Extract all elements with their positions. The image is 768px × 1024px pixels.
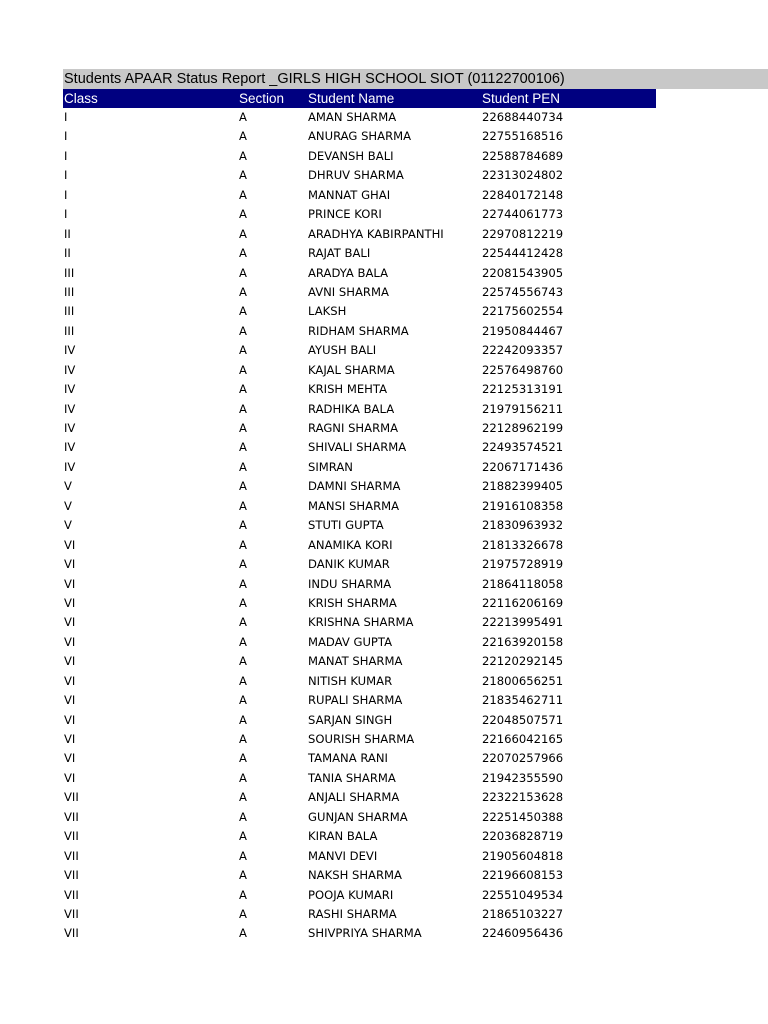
table-row bbox=[63, 788, 656, 807]
cell-section: A bbox=[239, 401, 247, 416]
cell-student-name: MANSI SHARMA bbox=[308, 498, 400, 513]
table-row bbox=[63, 477, 656, 496]
cell-student-pen: 21813326678 bbox=[482, 537, 564, 552]
cell-section: A bbox=[239, 537, 247, 552]
cell-student-pen: 21864118058 bbox=[482, 576, 564, 591]
cell-class: I bbox=[64, 187, 68, 202]
cell-student-pen: 22493574521 bbox=[482, 440, 564, 455]
cell-section: A bbox=[239, 712, 247, 727]
cell-section: A bbox=[239, 732, 247, 746]
cell-student-name: MADAV GUPTA bbox=[308, 634, 393, 649]
table-row bbox=[63, 536, 656, 555]
table-row bbox=[63, 886, 656, 905]
cell-class: VII bbox=[64, 887, 79, 902]
cell-class: II bbox=[64, 226, 71, 241]
table-row bbox=[63, 302, 656, 321]
cell-student-name: AMAN SHARMA bbox=[308, 110, 397, 124]
cell-student-pen: 21905604818 bbox=[482, 848, 564, 863]
cell-student-name: RIDHAM SHARMA bbox=[308, 323, 409, 338]
cell-class: III bbox=[64, 265, 75, 280]
cell-class: II bbox=[64, 246, 71, 261]
cell-section: A bbox=[239, 382, 247, 397]
table-row bbox=[63, 225, 656, 244]
cell-student-pen: 22460956436 bbox=[482, 926, 564, 941]
student-table-body bbox=[63, 108, 656, 944]
cell-section: A bbox=[239, 926, 247, 941]
cell-class: VI bbox=[64, 537, 76, 552]
cell-student-pen: 22576498760 bbox=[482, 362, 564, 377]
cell-student-pen: 21800656251 bbox=[482, 673, 564, 688]
cell-student-name: MANNAT GHAI bbox=[308, 187, 391, 202]
cell-class: VI bbox=[64, 712, 76, 727]
cell-class: I bbox=[64, 168, 68, 183]
table-row bbox=[63, 438, 656, 457]
table-row bbox=[63, 905, 656, 924]
cell-student-name: DEVANSH BALI bbox=[308, 148, 394, 163]
table-row bbox=[63, 633, 656, 652]
cell-section: A bbox=[239, 187, 247, 202]
cell-student-pen: 21916108358 bbox=[482, 498, 564, 513]
cell-section: A bbox=[239, 440, 247, 455]
cell-section: A bbox=[239, 868, 247, 883]
cell-student-name: RADHIKA BALA bbox=[308, 401, 395, 416]
cell-student-name: TANIA SHARMA bbox=[308, 770, 396, 785]
cell-class: I bbox=[64, 148, 68, 163]
cell-section: A bbox=[239, 595, 247, 610]
report-title: Students APAAR Status Report _GIRLS HIGH SCHOOL SIOT (01122700106) bbox=[63, 69, 768, 89]
table-row bbox=[63, 419, 656, 438]
cell-section: A bbox=[239, 634, 247, 649]
cell-student-name: POOJA KUMARI bbox=[308, 887, 394, 902]
cell-student-pen: 22755168516 bbox=[482, 129, 564, 144]
cell-section: A bbox=[239, 284, 247, 299]
cell-section: A bbox=[239, 673, 247, 688]
cell-class: IV bbox=[64, 401, 76, 416]
cell-student-pen: 22551049534 bbox=[482, 887, 564, 902]
cell-section: A bbox=[239, 226, 247, 241]
cell-student-name: DANIK KUMAR bbox=[308, 557, 390, 572]
table-row bbox=[63, 652, 656, 671]
cell-student-pen: 22251450388 bbox=[482, 809, 564, 824]
cell-class: IV bbox=[64, 459, 76, 474]
cell-section: A bbox=[239, 557, 247, 572]
table-row bbox=[63, 691, 656, 710]
cell-student-name: ANURAG SHARMA bbox=[308, 129, 412, 144]
table-row bbox=[63, 127, 656, 146]
cell-class: IV bbox=[64, 343, 76, 358]
cell-student-pen: 22116206169 bbox=[482, 595, 564, 610]
table-row bbox=[63, 205, 656, 224]
column-header-student-name: Student Name bbox=[308, 91, 395, 106]
cell-student-name: DAMNI SHARMA bbox=[308, 479, 401, 494]
cell-class: VII bbox=[64, 926, 79, 941]
cell-student-name: ANAMIKA KORI bbox=[308, 537, 393, 552]
cell-student-pen: 21830963932 bbox=[482, 518, 564, 533]
cell-class: I bbox=[64, 110, 68, 124]
cell-section: A bbox=[239, 576, 247, 591]
cell-class: V bbox=[64, 498, 72, 513]
cell-class: IV bbox=[64, 421, 76, 435]
cell-class: IV bbox=[64, 362, 76, 377]
cell-student-name: AVNI SHARMA bbox=[308, 284, 389, 299]
cell-student-name: NITISH KUMAR bbox=[308, 673, 393, 688]
cell-student-name: STUTI GUPTA bbox=[308, 518, 384, 533]
cell-section: A bbox=[239, 362, 247, 377]
table-header bbox=[63, 89, 656, 108]
cell-class: VI bbox=[64, 654, 76, 669]
cell-student-name: KRISHNA SHARMA bbox=[308, 615, 414, 630]
table-row bbox=[63, 711, 656, 730]
cell-class: VII bbox=[64, 829, 79, 844]
cell-student-pen: 21882399405 bbox=[482, 479, 564, 494]
cell-section: A bbox=[239, 770, 247, 785]
cell-student-name: ANJALI SHARMA bbox=[308, 790, 400, 805]
table-row bbox=[63, 516, 656, 535]
table-row bbox=[63, 672, 656, 691]
cell-student-name: SIMRAN bbox=[308, 459, 353, 474]
table-row bbox=[63, 341, 656, 360]
table-row bbox=[63, 497, 656, 516]
cell-section: A bbox=[239, 246, 247, 261]
cell-section: A bbox=[239, 848, 247, 863]
cell-student-name: SHIVALI SHARMA bbox=[308, 440, 407, 455]
cell-class: IV bbox=[64, 382, 76, 397]
cell-section: A bbox=[239, 751, 247, 766]
cell-class: VI bbox=[64, 673, 76, 688]
cell-section: A bbox=[239, 148, 247, 163]
cell-section: A bbox=[239, 479, 247, 494]
column-header-section: Section bbox=[239, 91, 285, 106]
table-row bbox=[63, 808, 656, 827]
column-header-class: Class bbox=[64, 91, 98, 106]
cell-student-pen: 22175602554 bbox=[482, 304, 564, 319]
cell-student-pen: 22588784689 bbox=[482, 148, 564, 163]
table-row bbox=[63, 380, 656, 399]
cell-section: A bbox=[239, 654, 247, 669]
cell-class: VI bbox=[64, 634, 76, 649]
table-row bbox=[63, 458, 656, 477]
cell-student-pen: 22048507571 bbox=[482, 712, 564, 727]
cell-class: III bbox=[64, 304, 75, 319]
cell-class: VI bbox=[64, 751, 76, 766]
table-row bbox=[63, 244, 656, 263]
table-row bbox=[63, 322, 656, 341]
cell-student-pen: 22322153628 bbox=[482, 790, 564, 805]
cell-student-name: AYUSH BALI bbox=[308, 343, 377, 358]
cell-student-name: TAMANA RANI bbox=[308, 751, 388, 766]
cell-section: A bbox=[239, 207, 247, 222]
cell-student-pen: 22067171436 bbox=[482, 459, 564, 474]
cell-section: A bbox=[239, 887, 247, 902]
cell-student-name: RAJAT BALI bbox=[308, 246, 371, 261]
cell-student-pen: 22166042165 bbox=[482, 732, 564, 746]
cell-student-name: ARADYA BALA bbox=[308, 265, 389, 280]
cell-class: III bbox=[64, 284, 75, 299]
cell-student-name: INDU SHARMA bbox=[308, 576, 392, 591]
cell-student-pen: 22840172148 bbox=[482, 187, 564, 202]
cell-student-name: MANVI DEVI bbox=[308, 848, 378, 863]
table-row bbox=[63, 555, 656, 574]
cell-student-name: MANAT SHARMA bbox=[308, 654, 403, 669]
cell-student-name: SOURISH SHARMA bbox=[308, 732, 415, 746]
cell-class: VII bbox=[64, 790, 79, 805]
table-row bbox=[63, 361, 656, 380]
cell-section: A bbox=[239, 829, 247, 844]
table-row bbox=[63, 594, 656, 613]
cell-student-pen: 21835462711 bbox=[482, 693, 564, 708]
cell-student-pen: 22070257966 bbox=[482, 751, 564, 766]
cell-class: V bbox=[64, 479, 72, 494]
cell-section: A bbox=[239, 790, 247, 805]
cell-class: VI bbox=[64, 615, 76, 630]
cell-student-pen: 22196608153 bbox=[482, 868, 564, 883]
column-header-student-pen: Student PEN bbox=[482, 91, 561, 106]
cell-section: A bbox=[239, 809, 247, 824]
cell-student-name: SARJAN SINGH bbox=[308, 712, 393, 727]
cell-student-name: KIRAN BALA bbox=[308, 829, 378, 844]
cell-student-pen: 22744061773 bbox=[482, 207, 564, 222]
cell-student-name: KAJAL SHARMA bbox=[308, 362, 395, 377]
cell-class: VII bbox=[64, 868, 79, 883]
cell-section: A bbox=[239, 265, 247, 280]
cell-student-name: DHRUV SHARMA bbox=[308, 168, 404, 183]
cell-student-pen: 21950844467 bbox=[482, 323, 564, 338]
cell-section: A bbox=[239, 304, 247, 319]
cell-section: A bbox=[239, 693, 247, 708]
cell-student-name: SHIVPRIYA SHARMA bbox=[308, 926, 422, 941]
cell-student-name: ARADHYA KABIRPANTHI bbox=[308, 226, 444, 241]
cell-class: III bbox=[64, 323, 75, 338]
cell-student-pen: 22688440734 bbox=[482, 110, 564, 124]
cell-student-pen: 22242093357 bbox=[482, 343, 564, 358]
table-row bbox=[63, 264, 656, 283]
cell-section: A bbox=[239, 615, 247, 630]
cell-student-pen: 21942355590 bbox=[482, 770, 564, 785]
table-row bbox=[63, 827, 656, 846]
cell-student-name: RUPALI SHARMA bbox=[308, 693, 403, 708]
cell-student-pen: 21979156211 bbox=[482, 401, 564, 416]
cell-class: VII bbox=[64, 809, 79, 824]
table-row bbox=[63, 147, 656, 166]
cell-student-name: KRISH SHARMA bbox=[308, 595, 397, 610]
cell-student-pen: 21975728919 bbox=[482, 557, 564, 572]
cell-student-name: GUNJAN SHARMA bbox=[308, 809, 408, 824]
table-row bbox=[63, 730, 656, 749]
table-row bbox=[63, 613, 656, 632]
cell-class: IV bbox=[64, 440, 76, 455]
cell-section: A bbox=[239, 906, 247, 921]
cell-student-pen: 22036828719 bbox=[482, 829, 564, 844]
cell-student-name: PRINCE KORI bbox=[308, 207, 382, 222]
cell-student-pen: 22574556743 bbox=[482, 284, 564, 299]
cell-student-name: KRISH MEHTA bbox=[308, 382, 387, 397]
cell-class: VI bbox=[64, 576, 76, 591]
cell-student-name: RASHI SHARMA bbox=[308, 906, 397, 921]
table-row bbox=[63, 283, 656, 302]
cell-class: VI bbox=[64, 770, 76, 785]
cell-section: A bbox=[239, 518, 247, 533]
cell-student-pen: 22970812219 bbox=[482, 226, 564, 241]
cell-class: VII bbox=[64, 848, 79, 863]
cell-section: A bbox=[239, 110, 247, 124]
cell-student-name: NAKSH SHARMA bbox=[308, 868, 402, 883]
cell-section: A bbox=[239, 343, 247, 358]
table-row bbox=[63, 924, 656, 943]
cell-student-name: RAGNI SHARMA bbox=[308, 421, 399, 435]
cell-student-name: LAKSH bbox=[308, 304, 347, 319]
cell-class: V bbox=[64, 518, 72, 533]
cell-student-pen: 22081543905 bbox=[482, 265, 564, 280]
table-row bbox=[63, 108, 656, 127]
table-row bbox=[63, 866, 656, 885]
cell-class: VI bbox=[64, 732, 76, 746]
cell-student-pen: 22313024802 bbox=[482, 168, 564, 183]
table-row bbox=[63, 749, 656, 768]
cell-section: A bbox=[239, 459, 247, 474]
table-row bbox=[63, 400, 656, 419]
cell-section: A bbox=[239, 498, 247, 513]
table-row bbox=[63, 847, 656, 866]
cell-student-pen: 22120292145 bbox=[482, 654, 564, 669]
cell-student-pen: 22125313191 bbox=[482, 382, 564, 397]
cell-section: A bbox=[239, 323, 247, 338]
table-row bbox=[63, 769, 656, 788]
table-row bbox=[63, 575, 656, 594]
cell-class: VI bbox=[64, 557, 76, 572]
cell-student-pen: 22128962199 bbox=[482, 421, 564, 435]
cell-class: VII bbox=[64, 906, 79, 921]
cell-section: A bbox=[239, 421, 247, 435]
cell-student-pen: 22213995491 bbox=[482, 615, 564, 630]
cell-student-pen: 22544412428 bbox=[482, 246, 564, 261]
table-row bbox=[63, 166, 656, 185]
cell-class: I bbox=[64, 129, 68, 144]
cell-student-pen: 22163920158 bbox=[482, 634, 564, 649]
cell-class: VI bbox=[64, 595, 76, 610]
cell-student-pen: 21865103227 bbox=[482, 906, 564, 921]
cell-section: A bbox=[239, 129, 247, 144]
cell-section: A bbox=[239, 168, 247, 183]
table-row bbox=[63, 186, 656, 205]
cell-class: I bbox=[64, 207, 68, 222]
cell-class: VI bbox=[64, 693, 76, 708]
